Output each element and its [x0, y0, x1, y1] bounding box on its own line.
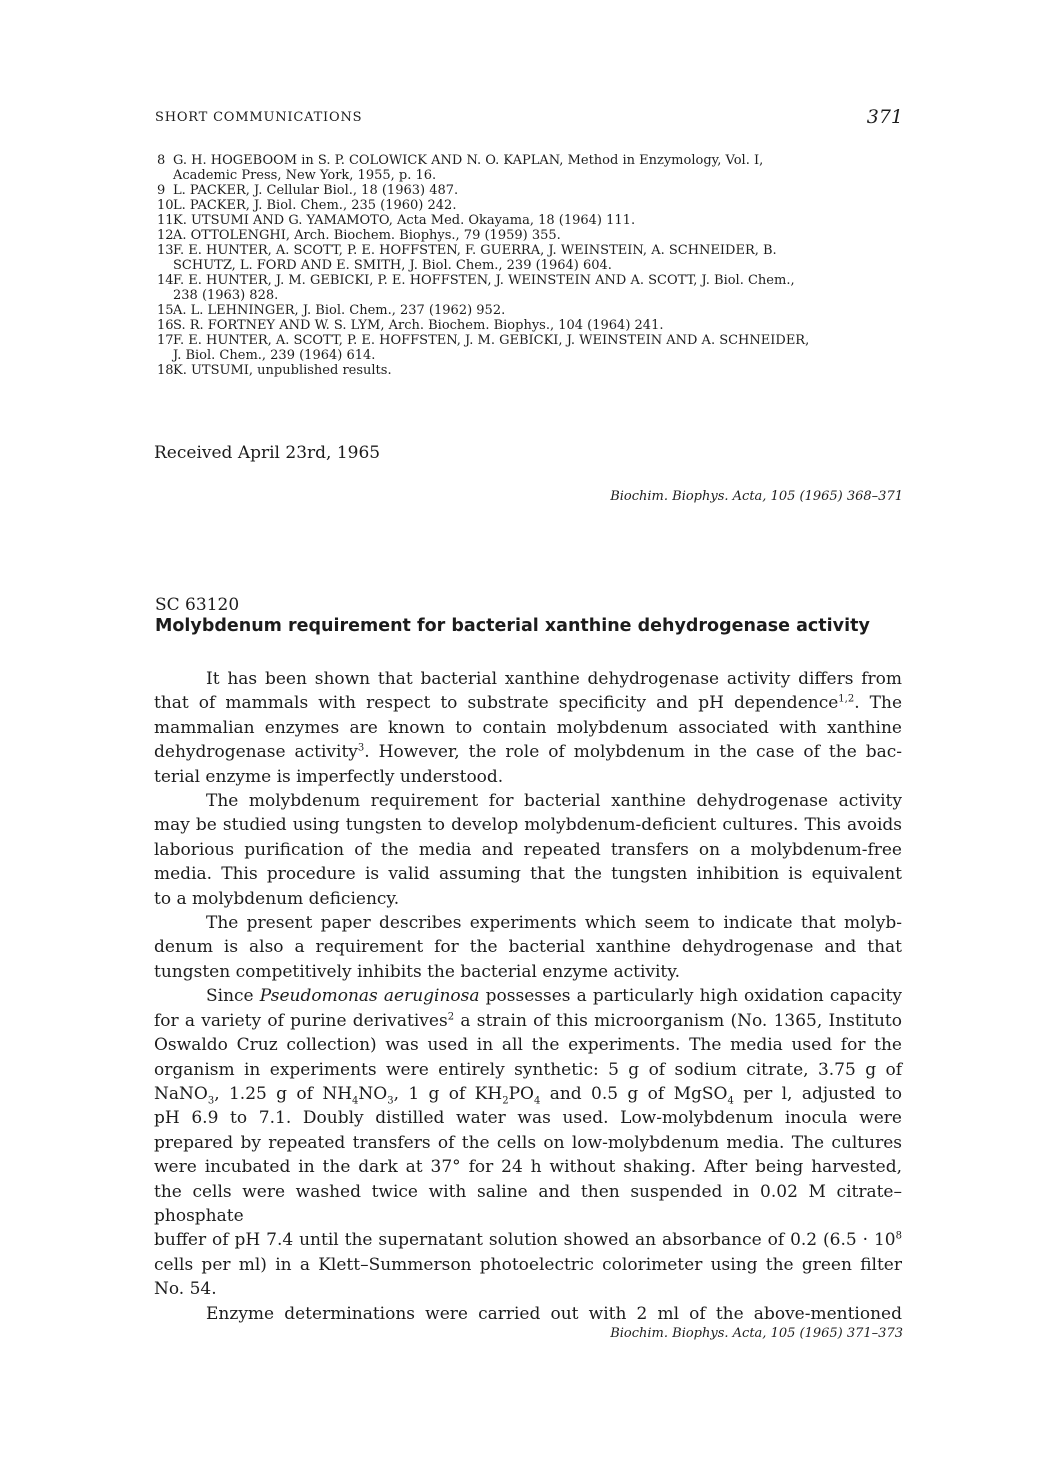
article-title: Molybdenum requirement for bacterial xanthine dehydrogenase activity: [155, 616, 870, 636]
text-line: Oswaldo Cruz collection) was used in all the experiments. The media used for the: [154, 1035, 902, 1056]
text-run: dehydrogenase activity: [154, 742, 358, 763]
text-line: may be studied using tungsten to develop molybdenum-deficient cultures. This avoids: [154, 815, 902, 836]
reference-item: [157, 303, 903, 318]
formula-run: per l, adjusted to: [733, 1083, 902, 1104]
formula-run: NaNO: [154, 1083, 208, 1104]
text-line: mammalian enzymes are known to contain molybdenum associated with xanthine: [154, 717, 902, 738]
subscript: 2: [502, 1095, 509, 1107]
subscript: 4: [533, 1095, 541, 1107]
text-run: buffer of pH 7.4 until the supernatant solution showed an absorbance of 0.2 (6.5 · 10: [154, 1230, 896, 1251]
reference-item: [157, 183, 903, 198]
text-line: No. 54.: [154, 1279, 217, 1300]
reference-text: F. E. HUNTER, J. M. GEBICKI, P. E. HOFFSTEN, J. WEINSTEIN AND A. SCOTT, J. Biol. Chem.,: [173, 273, 795, 288]
reference-number: 13: [157, 243, 174, 258]
text-line: tungsten competitively inhibits the bacterial enzyme activity.: [154, 961, 681, 982]
reference-number: 10: [157, 198, 174, 213]
reference-item: [157, 198, 903, 213]
reference-item: [157, 273, 903, 303]
reference-number: 11: [157, 213, 174, 228]
formula-run: , 1.25 g of NH: [214, 1083, 353, 1104]
text-line: organism in experiments were entirely synthetic: 5 g of sodium citrate, 3.75 g of: [154, 1059, 902, 1080]
reference-text: F. E. HUNTER, A. SCOTT, P. E. HOFFSTEN, J. M. GEBICKI, J. WEINSTEIN AND A. SCHNEIDER,: [173, 333, 810, 348]
reference-text: S. R. FORTNEY AND W. S. LYM, Arch. Biochem. Biophys., 104 (1964) 241.: [173, 318, 664, 333]
ref-superscript: 2: [447, 1011, 455, 1023]
reference-item: [157, 213, 903, 228]
reference-text: L. PACKER, J. Cellular Biol., 18 (1963) 487.: [173, 183, 459, 198]
reference-item: [157, 333, 903, 363]
text-line: the cells were washed twice with saline and then suspended in 0.02 M citrate–phosphate: [154, 1181, 902, 1226]
received-date: Received April 23rd, 1965: [154, 443, 381, 463]
text-line: to a molybdenum deficiency.: [154, 888, 400, 909]
text-line: prepared by repeated transfers of the cells on low-molybdenum media. The cultures: [154, 1132, 902, 1153]
text-line: [154, 1228, 902, 1252]
reference-number: 15: [157, 303, 174, 318]
formula-run: and 0.5 g of MgSO: [540, 1083, 728, 1104]
formula-run: NO: [358, 1083, 388, 1104]
text-run: Since: [206, 986, 260, 1007]
reference-number: 12: [157, 228, 174, 243]
text-run: for a variety of purine derivatives: [154, 1010, 448, 1031]
running-header: [155, 108, 903, 130]
exponent: 8: [895, 1230, 902, 1242]
text-run: possesses a particularly high oxidation capacity: [479, 986, 902, 1007]
text-line: The molybdenum requirement for bacterial xanthine dehydrogenase activity: [206, 791, 902, 812]
text-run: a strain of this microorganism (No. 1365, Instituto: [454, 1010, 902, 1031]
reference-number: 18: [157, 363, 174, 378]
reference-text: K. UTSUMI, unpublished results.: [173, 363, 392, 378]
text-line: cells per ml) in a Klett–Summerson photoelectric colorimeter using the green filter: [154, 1254, 902, 1275]
reference-list: [157, 153, 903, 378]
text-line: terial enzyme is imperfectly understood.: [154, 766, 504, 787]
text-line: It has been shown that bacterial xanthine dehydrogenase activity differs from: [206, 669, 902, 689]
reference-text: L. PACKER, J. Biol. Chem., 235 (1960) 242.: [173, 198, 457, 213]
reference-item: [157, 363, 903, 378]
text-run: . However, the role of molybdenum in the case of the bac-: [364, 742, 902, 763]
text-line: media. This procedure is valid assuming that the tungsten inhibition is equivalent: [154, 864, 902, 885]
reference-text: K. UTSUMI AND G. YAMAMOTO, Acta Med. Okayama, 18 (1964) 111.: [173, 213, 636, 228]
reference-number: 14: [157, 273, 174, 288]
reference-text-cont: Academic Press, New York, 1955, p. 16.: [173, 168, 437, 183]
text-line: [154, 691, 902, 715]
text-run: . The: [854, 693, 903, 714]
reference-item: [157, 153, 903, 183]
text-line: denum is also a requirement for the bacterial xanthine dehydrogenase and that: [154, 937, 902, 958]
subscript: 3: [387, 1095, 394, 1107]
text-line: [154, 984, 902, 1008]
reference-text: A. OTTOLENGHI, Arch. Biochem. Biophys., 79 (1959) 355.: [173, 228, 561, 243]
journal-citation: Biochim. Biophys. Acta, 105 (1965) 368–371: [610, 489, 903, 504]
reference-number: 8: [157, 153, 166, 168]
ref-superscript: 1,2: [838, 693, 855, 705]
subscript: 4: [727, 1095, 734, 1107]
text-line: pH 6.9 to 7.1. Doubly distilled water was used. Low-molybdenum inocula were: [154, 1108, 902, 1129]
text-line: Enzyme determinations were carried out with 2 ml of the above-mentioned: [206, 1303, 902, 1324]
page-number: 371: [866, 106, 903, 128]
article-code: SC 63120: [155, 595, 240, 615]
subscript: 3: [207, 1095, 215, 1107]
text-line: laborious purification of the media and repeated transfers on a molybdenum-free: [154, 839, 902, 860]
section-label: SHORT COMMUNICATIONS: [155, 110, 363, 125]
species-name: Pseudomonas aeruginosa: [259, 986, 480, 1007]
text-line: [154, 1082, 902, 1106]
formula-run: PO: [508, 1083, 534, 1104]
reference-number: 16: [157, 318, 174, 333]
text-run: that of mammals with respect to substrate specificity and pH dependence: [154, 693, 839, 714]
reference-item: [157, 243, 903, 273]
text-line: [154, 1009, 902, 1033]
reference-number: 9: [157, 183, 166, 198]
ref-superscript: 3: [357, 742, 365, 754]
text-line: The present paper describes experiments which seem to indicate that molyb-: [206, 913, 902, 934]
reference-text: F. E. HUNTER, A. SCOTT, P. E. HOFFSTEN, F. GUERRA, J. WEINSTEIN, A. SCHNEIDER, B.: [173, 243, 777, 258]
reference-text-cont: J. Biol. Chem., 239 (1964) 614.: [173, 348, 376, 363]
reference-text-cont: 238 (1963) 828.: [173, 288, 279, 303]
formula-run: , 1 g of KH: [393, 1083, 503, 1104]
text-line: were incubated in the dark at 37° for 24 h without shaking. After being harvested,: [154, 1157, 902, 1178]
reference-text: G. H. HOGEBOOM in S. P. COLOWICK AND N. O. KAPLAN, Method in Enzymology, Vol. I,: [173, 153, 764, 168]
text-line: [154, 740, 902, 764]
reference-number: 17: [157, 333, 174, 348]
reference-text: A. L. LEHNINGER, J. Biol. Chem., 237 (1962) 952.: [173, 303, 506, 318]
journal-citation: Biochim. Biophys. Acta, 105 (1965) 371–373: [610, 1326, 903, 1341]
reference-text-cont: SCHUTZ, L. FORD AND E. SMITH, J. Biol. Chem., 239 (1964) 604.: [173, 258, 612, 273]
article-body: [154, 667, 902, 1326]
subscript: 4: [352, 1095, 359, 1107]
reference-item: [157, 318, 903, 333]
reference-item: [157, 228, 903, 243]
